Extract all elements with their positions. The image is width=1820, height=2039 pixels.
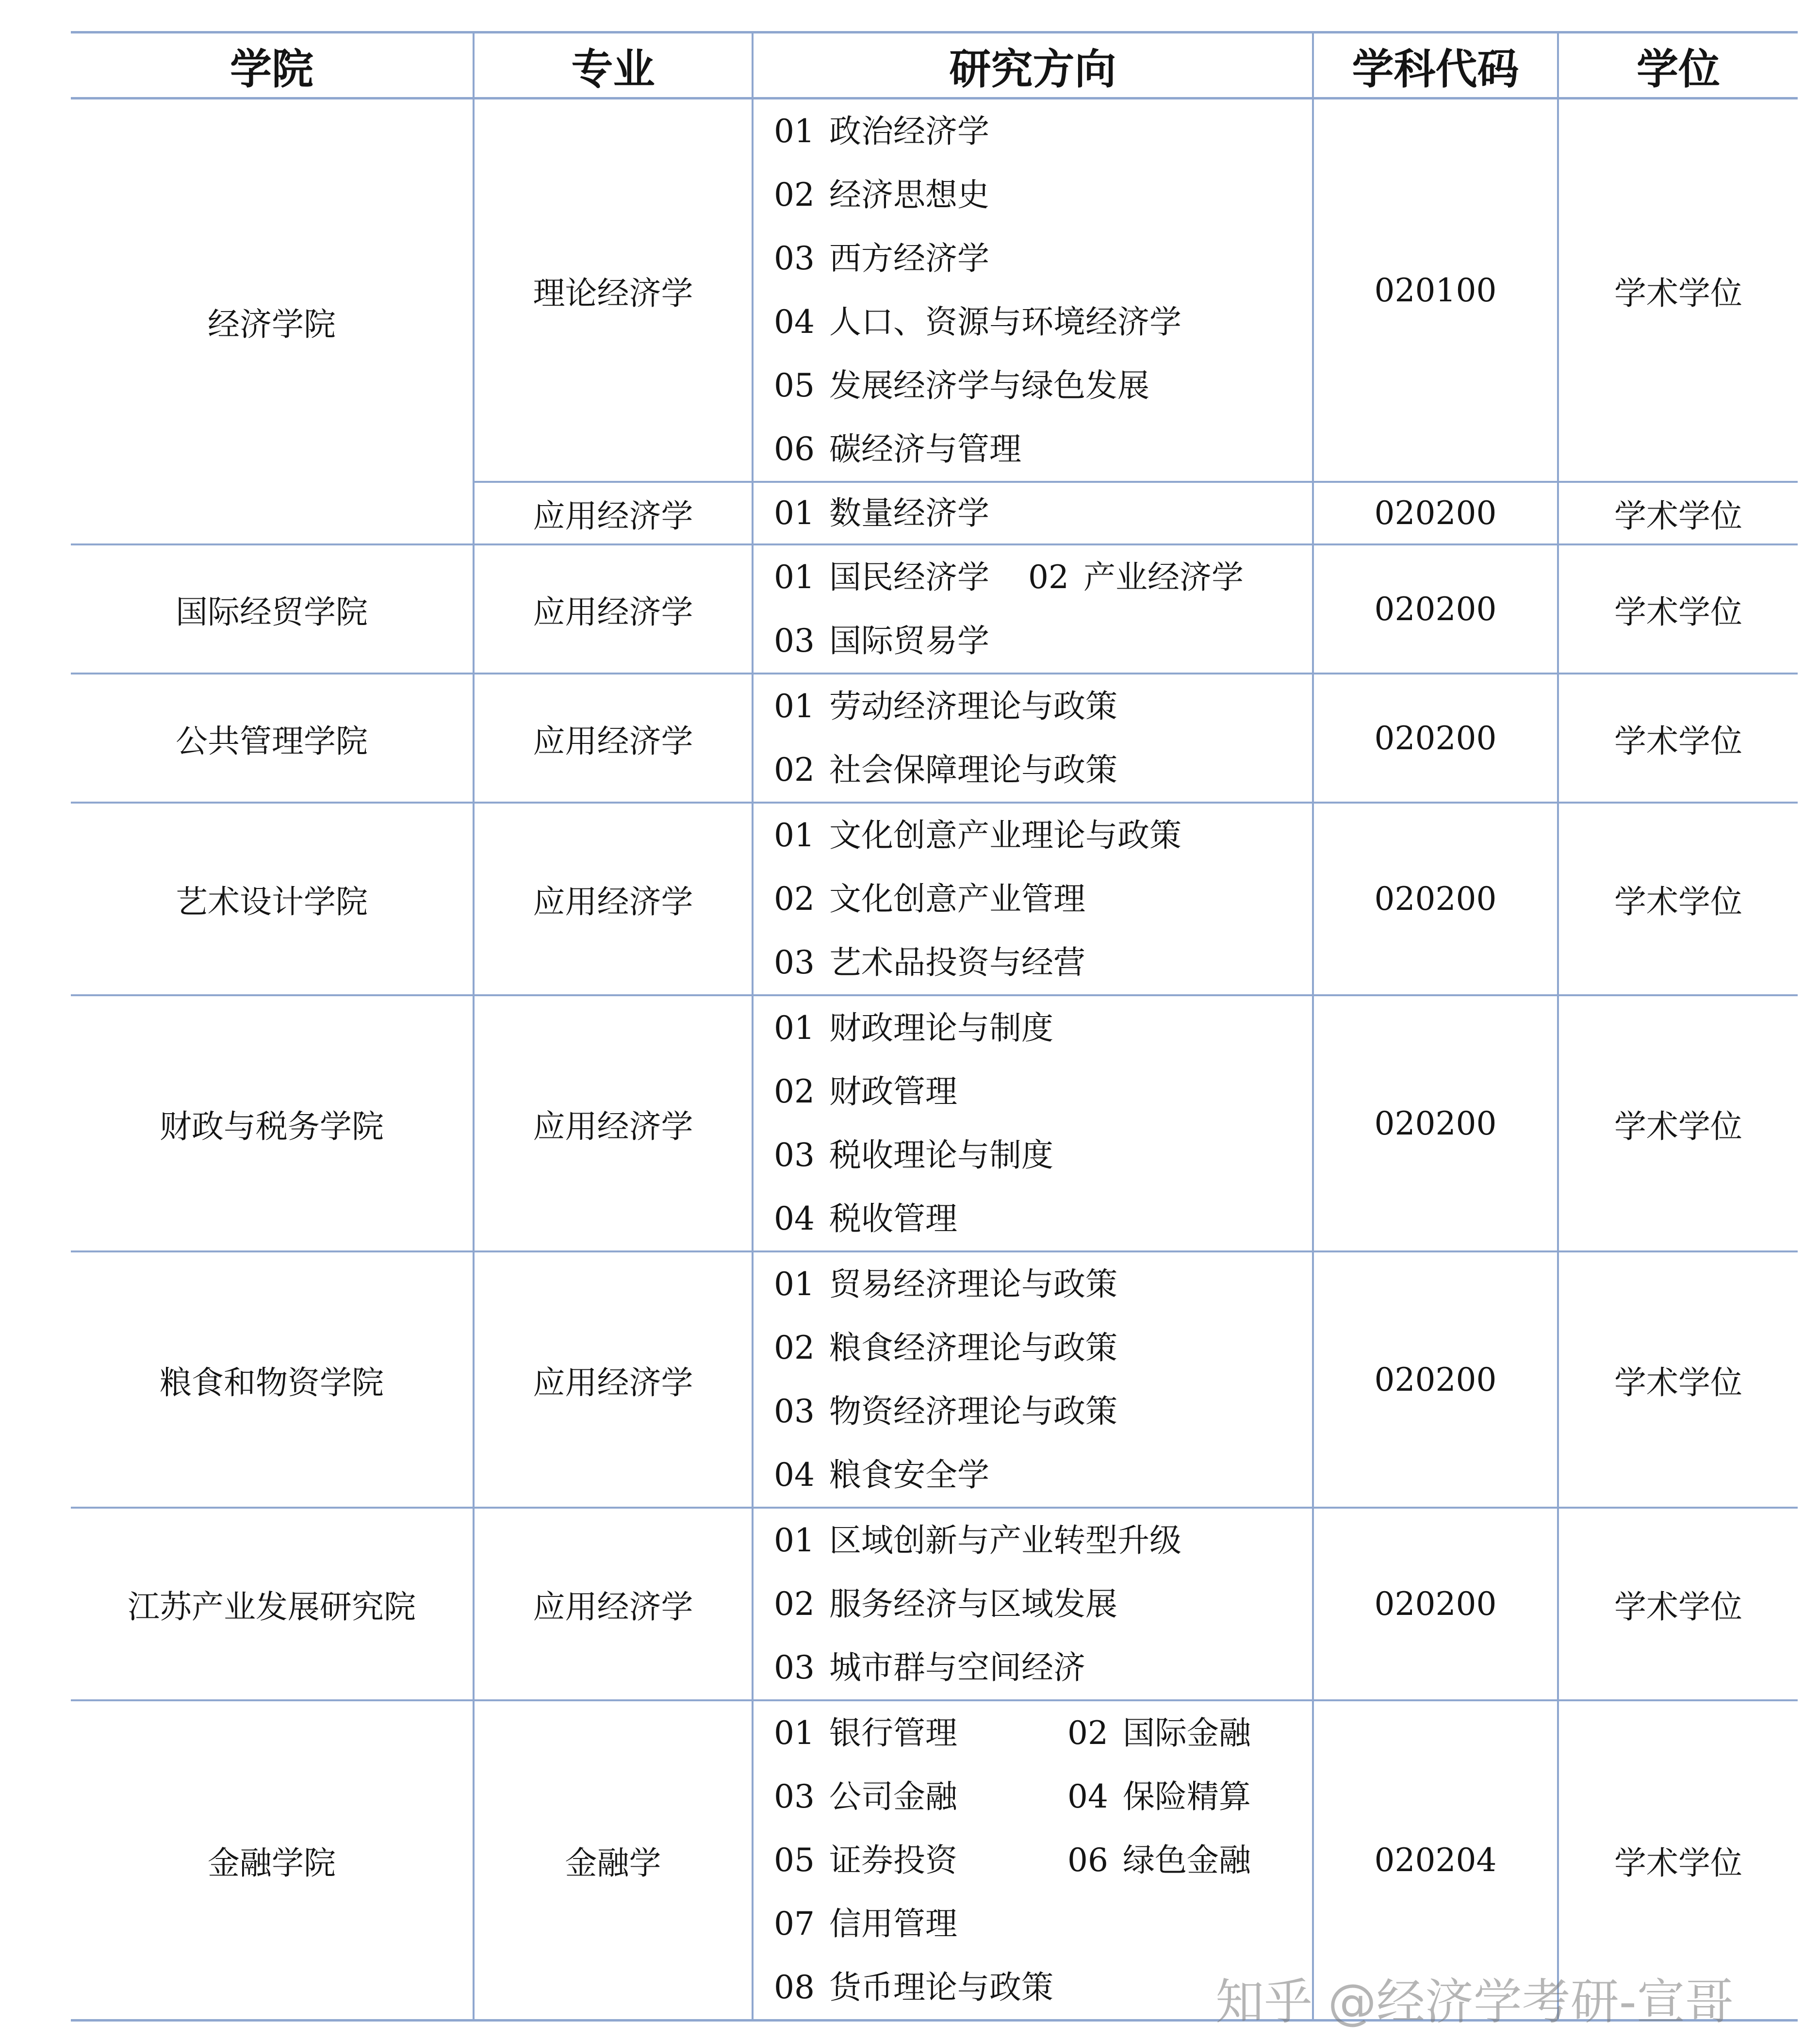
major-cell: 应用经济学 bbox=[474, 544, 753, 674]
direction-item: 03 国际贸易学 bbox=[774, 622, 989, 659]
major-cell: 应用经济学 bbox=[474, 1251, 753, 1508]
direction-item-pair: 01 国民经济学 02 产业经济学 bbox=[774, 559, 1244, 596]
direction-item: 03 税收理论与制度 bbox=[774, 1136, 1053, 1174]
direction-cell bbox=[753, 674, 1313, 803]
header-direction: 研究方向 bbox=[753, 33, 1313, 99]
direction-item: 02 经济思想史 bbox=[774, 176, 989, 214]
code-cell: 020200 bbox=[1313, 1251, 1558, 1508]
major-cell: 应用经济学 bbox=[474, 482, 753, 544]
code-cell: 020200 bbox=[1313, 544, 1558, 674]
direction-item: 01 劳动经济理论与政策 bbox=[774, 688, 1117, 725]
header-code: 学科代码 bbox=[1313, 33, 1558, 99]
direction-item: 02 社会保障理论与政策 bbox=[774, 751, 1117, 789]
direction-item: 04 税收管理 bbox=[774, 1200, 957, 1237]
school-cell: 江苏产业发展研究院 bbox=[71, 1508, 474, 1700]
direction-cell bbox=[753, 1251, 1313, 1508]
direction-cell bbox=[753, 482, 1313, 544]
direction-item: 06 碳经济与管理 bbox=[774, 430, 1021, 468]
direction-item: 04 粮食安全学 bbox=[774, 1456, 989, 1494]
table-row bbox=[71, 803, 1798, 995]
direction-item-pair: 03 公司金融 04 保险精算 bbox=[774, 1778, 1251, 1815]
code-cell: 020200 bbox=[1313, 482, 1558, 544]
table-row bbox=[71, 674, 1798, 803]
direction-item: 01 政治经济学 bbox=[774, 113, 989, 150]
direction-item: 02 粮食经济理论与政策 bbox=[774, 1329, 1117, 1366]
direction-item: 05 发展经济学与绿色发展 bbox=[774, 367, 1149, 404]
direction-cell bbox=[753, 544, 1313, 674]
direction-cell bbox=[753, 99, 1313, 482]
school-cell: 国际经贸学院 bbox=[71, 544, 474, 674]
school-cell: 公共管理学院 bbox=[71, 674, 474, 803]
direction-item: 08 货币理论与政策 bbox=[774, 1969, 1053, 2006]
degree-cell: 学术学位 bbox=[1558, 99, 1798, 482]
code-cell: 020200 bbox=[1313, 995, 1558, 1251]
header-row bbox=[71, 33, 1798, 99]
degree-cell: 学术学位 bbox=[1558, 544, 1798, 674]
direction-item-pair: 05 证券投资 06 绿色金融 bbox=[774, 1842, 1251, 1879]
table-row bbox=[71, 544, 1798, 674]
direction-item: 04 人口、资源与环境经济学 bbox=[774, 303, 1181, 341]
school-cell: 艺术设计学院 bbox=[71, 803, 474, 995]
degree-cell: 学术学位 bbox=[1558, 995, 1798, 1251]
direction-item: 01 数量经济学 bbox=[774, 494, 989, 532]
degree-cell: 学术学位 bbox=[1558, 1251, 1798, 1508]
direction-item: 01 区域创新与产业转型升级 bbox=[774, 1522, 1181, 1559]
code-cell: 020200 bbox=[1313, 803, 1558, 995]
school-cell: 财政与税务学院 bbox=[71, 995, 474, 1251]
direction-cell bbox=[753, 995, 1313, 1251]
table-row bbox=[71, 99, 1798, 482]
direction-cell bbox=[753, 1508, 1313, 1700]
direction-cell bbox=[753, 803, 1313, 995]
direction-item: 01 文化创意产业理论与政策 bbox=[774, 817, 1181, 854]
direction-item: 01 贸易经济理论与政策 bbox=[774, 1266, 1117, 1303]
degree-cell: 学术学位 bbox=[1558, 1700, 1798, 2021]
major-cell: 金融学 bbox=[474, 1700, 753, 2021]
direction-item: 03 艺术品投资与经营 bbox=[774, 944, 1085, 981]
direction-item: 01 财政理论与制度 bbox=[774, 1009, 1053, 1047]
degree-cell: 学术学位 bbox=[1558, 803, 1798, 995]
direction-item-pair: 01 银行管理 02 国际金融 bbox=[774, 1714, 1251, 1752]
major-cell: 应用经济学 bbox=[474, 803, 753, 995]
school-cell: 金融学院 bbox=[71, 1700, 474, 2021]
school-cell: 粮食和物资学院 bbox=[71, 1251, 474, 1508]
table-row bbox=[71, 995, 1798, 1251]
code-cell: 020200 bbox=[1313, 674, 1558, 803]
direction-item: 03 城市群与空间经济 bbox=[774, 1649, 1085, 1686]
major-cell: 理论经济学 bbox=[474, 99, 753, 482]
code-cell: 020204 bbox=[1313, 1700, 1558, 2021]
major-cell: 应用经济学 bbox=[474, 674, 753, 803]
major-cell: 应用经济学 bbox=[474, 995, 753, 1251]
header-major: 专业 bbox=[474, 33, 753, 99]
degree-cell: 学术学位 bbox=[1558, 1508, 1798, 1700]
school-cell: 经济学院 bbox=[71, 99, 474, 545]
header-school: 学院 bbox=[71, 33, 474, 99]
direction-item: 07 信用管理 bbox=[774, 1905, 957, 1942]
code-cell: 020100 bbox=[1313, 99, 1558, 482]
degree-cell: 学术学位 bbox=[1558, 482, 1798, 544]
major-cell: 应用经济学 bbox=[474, 1508, 753, 1700]
direction-item: 02 财政管理 bbox=[774, 1073, 957, 1110]
direction-item: 02 服务经济与区域发展 bbox=[774, 1585, 1117, 1623]
code-cell: 020200 bbox=[1313, 1508, 1558, 1700]
degree-cell: 学术学位 bbox=[1558, 674, 1798, 803]
program-table bbox=[71, 31, 1798, 2022]
direction-item: 02 文化创意产业管理 bbox=[774, 880, 1085, 918]
table-row bbox=[71, 1251, 1798, 1508]
header-degree: 学位 bbox=[1558, 33, 1798, 99]
direction-item: 03 西方经济学 bbox=[774, 240, 989, 277]
watermark: 知乎 @经济学考研-宣哥 bbox=[1215, 1973, 1734, 2030]
direction-item: 03 物资经济理论与政策 bbox=[774, 1393, 1117, 1430]
table-row bbox=[71, 1508, 1798, 1700]
